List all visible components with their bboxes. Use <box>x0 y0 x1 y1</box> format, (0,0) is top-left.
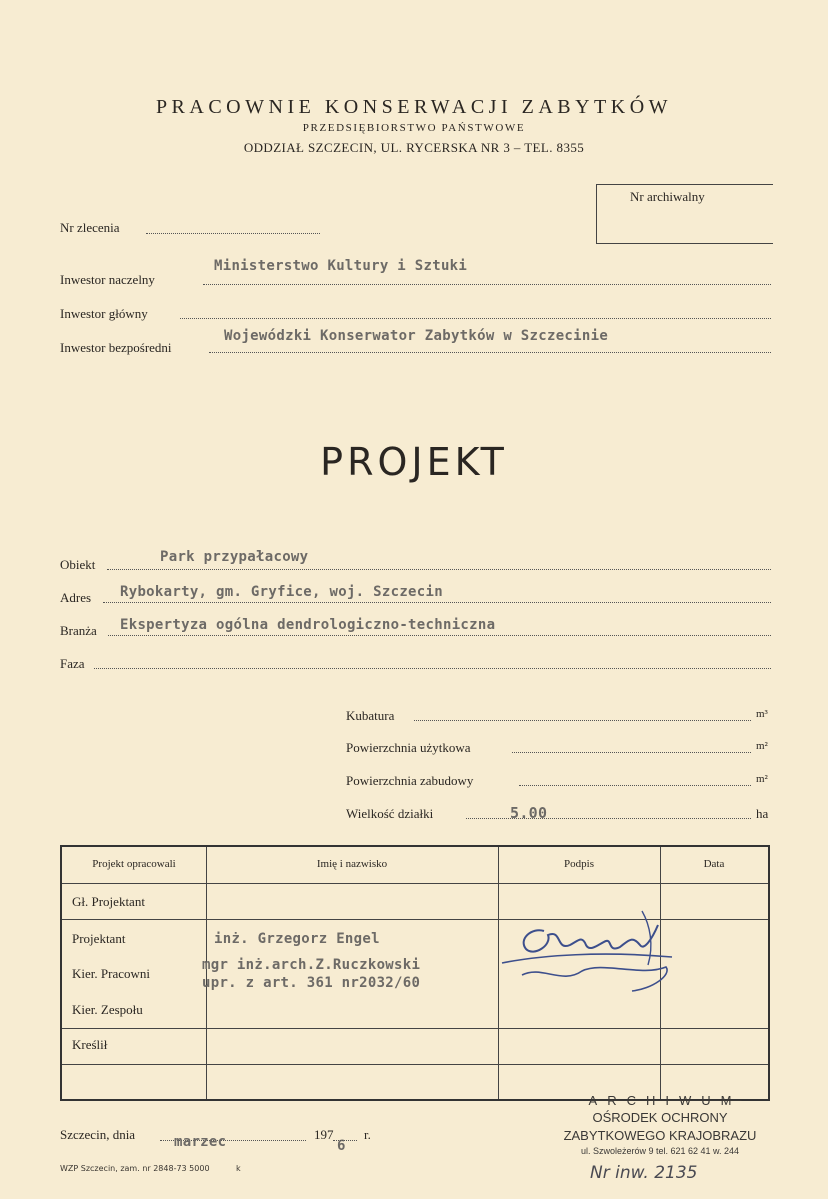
team-head-name: upr. z art. 361 nr2032/60 <box>202 975 421 991</box>
archive-number-label: Nr archiwalny <box>630 189 705 204</box>
usable-area-label: Powierzchnia użytkowa <box>346 740 471 755</box>
archive-stamp-line3: ZABYTKOWEGO KRAJOBRAZU <box>563 1128 757 1143</box>
table-row-role: Kreślił <box>72 1037 108 1052</box>
direct-investor-line <box>209 352 771 353</box>
usable-area-unit: m² <box>756 740 768 752</box>
table-row-divider <box>62 1028 768 1029</box>
object-value: Park przypałacowy <box>160 549 309 565</box>
document-title: PROJEKT <box>320 440 508 484</box>
date-month: marzec <box>174 1134 227 1150</box>
table-header-authors: Projekt opracowali <box>92 858 176 870</box>
order-number-line <box>146 233 320 234</box>
table-header-signature: Podpis <box>564 858 594 870</box>
year-line <box>333 1140 357 1141</box>
table-row-divider <box>62 1064 768 1065</box>
volume-label: Kubatura <box>346 708 395 723</box>
archive-stamp-line4: ul. Szwoleżerów 9 tel. 621 62 41 w. 244 <box>580 1146 740 1156</box>
built-area-label: Powierzchnia zabudowy <box>346 773 474 788</box>
built-area-line <box>519 785 751 786</box>
authors-table <box>60 845 770 1101</box>
table-header-date: Data <box>703 858 725 870</box>
usable-area-line <box>512 752 751 753</box>
object-label: Obiekt <box>60 557 96 572</box>
table-row-divider <box>62 883 768 884</box>
main-investor-label: Inwestor główny <box>60 306 148 321</box>
table-row-role: Kier. Pracowni <box>72 966 150 981</box>
studio-head-name: mgr inż.arch.Z.Ruczkowski <box>202 957 421 973</box>
main-investor-line <box>180 318 771 319</box>
organization-name: PRACOWNIE KONSERWACJI ZABYTKÓW <box>155 96 673 118</box>
chief-investor-value: Ministerstwo Kultury i Sztuki <box>214 258 468 274</box>
chief-investor-label: Inwestor naczelny <box>60 272 155 287</box>
branch-label: Branża <box>60 623 97 638</box>
object-line <box>107 569 771 570</box>
order-number-label: Nr zlecenia <box>60 220 120 235</box>
chief-investor-line <box>203 284 771 285</box>
archive-stamp-line2: OŚRODEK OCHRONY <box>592 1110 728 1125</box>
print-mark-k: k <box>236 1164 241 1173</box>
phase-line <box>94 668 771 669</box>
year-digit: 6 <box>337 1138 346 1154</box>
signature-scribble <box>482 905 682 1005</box>
year-suffix: r. <box>364 1127 371 1142</box>
direct-investor-label: Inwestor bezpośredni <box>60 340 172 355</box>
table-row-role: Gł. Projektant <box>72 894 145 909</box>
print-mark: WZP Szczecin, zam. nr 2848-73 5000 <box>60 1164 210 1173</box>
table-row-role: Kier. Zespołu <box>72 1002 143 1017</box>
plot-size-unit: ha <box>756 806 769 821</box>
designer-name: inż. Grzegorz Engel <box>214 931 380 947</box>
direct-investor-value: Wojewódzki Konserwator Zabytków w Szczecinie <box>224 328 609 344</box>
archive-stamp-title: ARCHIWUM <box>588 1093 742 1108</box>
table-header-name: Imię i nazwisko <box>316 858 388 870</box>
built-area-unit: m² <box>756 773 768 785</box>
plot-size-label: Wielkość działki <box>346 806 434 821</box>
branch-value: Ekspertyza ogólna dendrologiczno-techniczna <box>120 617 496 633</box>
address-value: Rybokarty, gm. Gryfice, woj. Szczecin <box>120 584 443 600</box>
handwritten-inventory-number: Nr inw. 2135 <box>590 1163 698 1183</box>
organization-subtitle: PRZEDSIĘBIORSTWO PAŃSTWOWE <box>302 122 526 134</box>
volume-line <box>414 720 751 721</box>
phase-label: Faza <box>60 656 85 671</box>
address-line <box>103 602 771 603</box>
city-date-label: Szczecin, dnia <box>60 1127 136 1142</box>
table-row-role: Projektant <box>72 931 126 946</box>
volume-unit: m³ <box>756 708 768 720</box>
year-prefix: 197 <box>314 1127 334 1142</box>
organization-address: ODDZIAŁ SZCZECIN, UL. RYCERSKA NR 3 – TEL. 8355 <box>243 140 585 155</box>
table-column-divider <box>206 847 207 1099</box>
plot-size-line <box>466 818 751 819</box>
address-label: Adres <box>60 590 92 605</box>
plot-size-value: 5.00 <box>510 804 548 822</box>
branch-line <box>108 635 771 636</box>
